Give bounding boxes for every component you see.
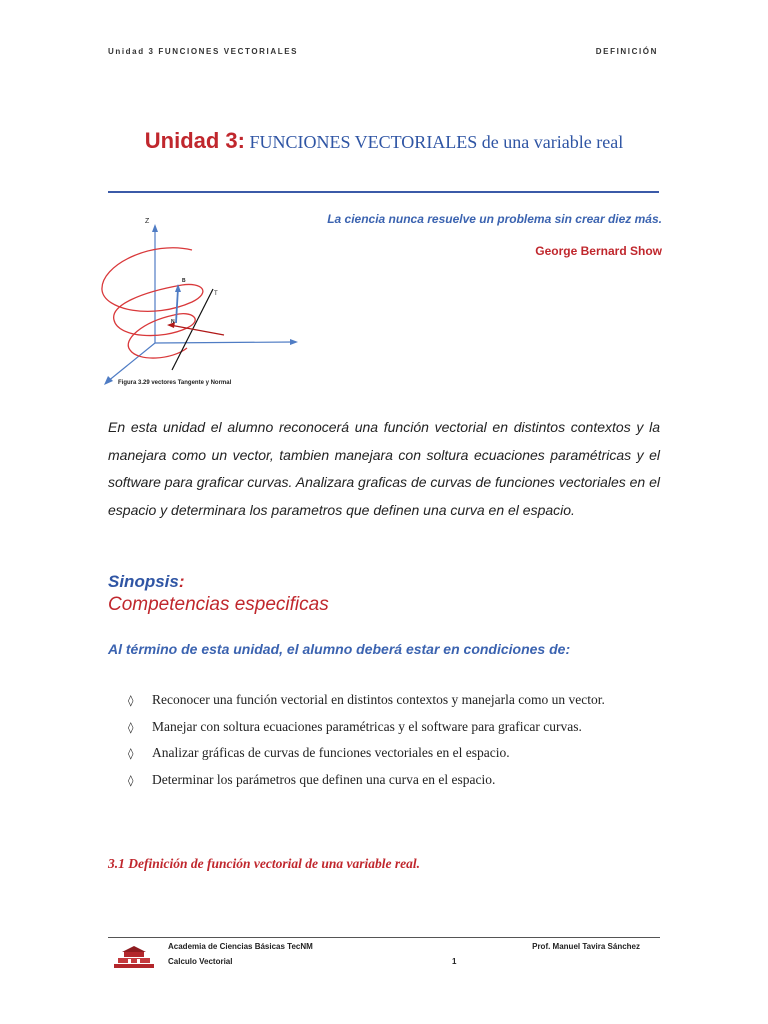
list-item: [128, 745, 605, 772]
footer-divider: [108, 937, 660, 938]
page-number: 1: [452, 957, 457, 966]
bullet-icon: ◊: [128, 747, 134, 760]
label-t: T: [214, 291, 218, 297]
footer-academy: Academia de Ciencias Básicas TecNM: [168, 942, 313, 951]
bullet-icon: ◊: [128, 694, 134, 707]
intro-paragraph: En esta unidad el alumno reconocerá una función vectorial en distintos contextos y la manejara como un vector, tambien manejara con soltura ecuaciones paramétricas y el software para graficar curvas. Analizara graficas de curvas de funciones vectoriales en el espacio y determinara los parametros que definen una curva en el espacio.: [108, 419, 660, 518]
title-subject: FUNCIONES VECTORIALES de una variable real: [249, 132, 624, 152]
list-item-text: Reconocer una función vectorial en distintos contextos y manejarla como un vector.: [152, 692, 605, 707]
y-axis: [155, 342, 294, 343]
title-unit: Unidad 3:: [144, 128, 245, 153]
sinopsis-colon: :: [178, 572, 185, 591]
list-item-text: Determinar los parámetros que definen una curva en el espacio.: [152, 771, 496, 787]
helix-figure: [92, 210, 307, 400]
page-title: [0, 128, 768, 154]
institution-logo-icon: [108, 944, 160, 970]
list-item: [128, 692, 605, 719]
label-b: B: [182, 278, 186, 284]
bullet-icon: ◊: [128, 720, 134, 734]
header-left: Unidad 3 FUNCIONES VECTORIALES: [108, 47, 299, 56]
list-item: [128, 772, 605, 799]
helix-curve: [102, 248, 203, 358]
footer-course: Calculo Vectorial: [168, 957, 233, 966]
z-axis-arrow: [152, 224, 158, 232]
competencies-list: [128, 692, 605, 798]
list-item-text: Analizar gráficas de curvas de funciones vectoriales en el espacio.: [152, 745, 510, 760]
title-divider: [108, 191, 659, 193]
normal-vector: [170, 325, 224, 335]
figure-caption: Figura 3.29 vectores Tangente y Normal: [118, 380, 232, 386]
competencias-heading: Competencias especificas: [108, 594, 329, 615]
axis-z-label: Z: [145, 218, 150, 225]
epigraph-quote: La ciencia nunca resuelve un problema sin crear diez más.: [327, 212, 662, 226]
list-item-text: Manejar con soltura ecuaciones paramétricas y el software para graficar curvas.: [152, 718, 582, 734]
list-item: [128, 719, 605, 746]
y-axis-arrow: [290, 339, 298, 345]
sinopsis-label: Sinopsis: [108, 572, 179, 591]
epigraph-author: George Bernard Show: [535, 244, 662, 258]
binormal-vector: [176, 288, 178, 323]
section-heading: 3.1 Definición de función vectorial de una variable real.: [108, 856, 420, 871]
bullet-icon: ◊: [128, 773, 134, 787]
sinopsis-heading: [108, 572, 185, 592]
header-right: DEFINICIÓN: [595, 47, 658, 56]
label-n: N: [171, 319, 175, 325]
x-axis: [107, 343, 155, 382]
conditions-text: Al término de esta unidad, el alumno deberá estar en condiciones de:: [108, 641, 571, 657]
footer-professor: Prof. Manuel Tavira Sánchez: [532, 942, 640, 951]
x-axis-arrow: [104, 376, 113, 385]
